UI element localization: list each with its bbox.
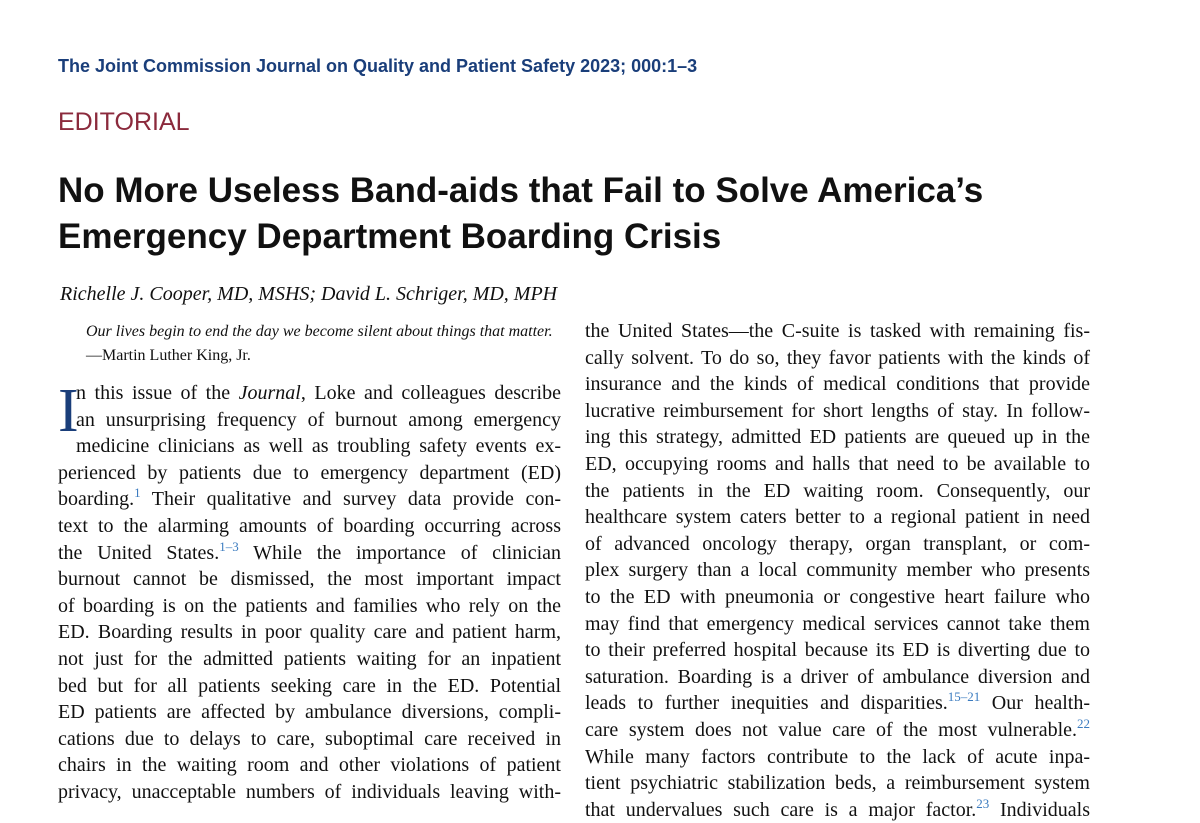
section-label: EDITORIAL bbox=[58, 108, 190, 136]
body-line: the United States—the C-suite is tasked with remaining fis- bbox=[585, 320, 1090, 342]
body-line: that undervalues such care is a major factor.$^{23}$ Individuals bbox=[585, 795, 1090, 821]
body-line: burnout cannot be dismissed, the most important impact bbox=[58, 568, 561, 591]
body-line: ED, occupying rooms and halls that need to be available to bbox=[585, 452, 1090, 475]
epigraph bbox=[86, 320, 566, 368]
journal-header: The Joint Commission Journal on Quality and Patient Safety 2023; 000:1–3 bbox=[58, 56, 698, 76]
citation-link[interactable]: 1–3 bbox=[219, 538, 239, 554]
body-line: the United States.$^{1-3}$ While the importance of clinician bbox=[58, 538, 562, 564]
right-column bbox=[585, 318, 1090, 823]
body-line: cally solvent. To do so, they favor patients with the kinds of bbox=[585, 346, 1090, 369]
author-list: Richelle J. Cooper, MD, MSHS; David L. Schriger, MD, MPH bbox=[60, 283, 558, 305]
citation-link[interactable]: 15–21 bbox=[947, 689, 981, 705]
drop-cap: I bbox=[58, 377, 79, 445]
body-line: perienced by patients due to emergency department (ED) bbox=[58, 461, 561, 484]
body-line: tient psychiatric stabilization beds, a reimbursement system bbox=[585, 772, 1090, 795]
body-line: not just for the admitted patients waiting for an inpatient bbox=[58, 647, 561, 670]
body-line: ing this strategy, admitted ED patients are queued up in the bbox=[585, 426, 1090, 449]
body-line: boarding.$^1$ Their qualitative and survey data provide con- bbox=[58, 485, 561, 511]
body-line: care system does not value care of the most vulnerable.$^{22}$ bbox=[585, 715, 1090, 741]
body-line: of boarding is on the patients and families who rely on the bbox=[58, 594, 561, 617]
body-line: the patients in the ED waiting room. Consequently, our bbox=[585, 479, 1090, 502]
body-line: chairs in the waiting room and other violations of patient bbox=[58, 754, 561, 777]
body-line: privacy, unacceptable numbers of individuals leaving with- bbox=[58, 780, 561, 803]
body-line: insurance and the kinds of medical conditions that provide bbox=[585, 373, 1090, 396]
citation-link[interactable]: 22 bbox=[1077, 715, 1090, 731]
body-line: to the ED with pneumonia or congestive heart failure who bbox=[585, 585, 1090, 608]
body-line: n this issue of the Journal, Loke and colleagues describe bbox=[76, 382, 561, 404]
body-line: may find that emergency medical services cannot take them bbox=[585, 612, 1090, 635]
citation-link[interactable]: 23 bbox=[976, 795, 990, 811]
body-line: medicine clinicians as well as troubling safety events ex- bbox=[76, 435, 561, 458]
body-line: healthcare system caters better to a regional patient in need bbox=[585, 506, 1090, 529]
body-line: ED. Boarding results in poor quality care and patient harm, bbox=[58, 621, 561, 644]
body-line: text to the alarming amounts of boarding occurring across bbox=[58, 514, 561, 537]
left-column bbox=[58, 377, 562, 806]
body-line: While many factors contribute to the lack of acute inpa- bbox=[585, 745, 1090, 768]
body-line: bed but for all patients seeking care in the ED. Potential bbox=[58, 674, 561, 697]
body-line: cations due to delays to care, suboptimal care received in bbox=[58, 727, 561, 750]
body-line: to their preferred hospital because its ED is diverting due to bbox=[585, 639, 1090, 662]
body-line: ED patients are affected by ambulance diversions, compli- bbox=[58, 701, 561, 724]
body-line: of advanced oncology therapy, organ transplant, or com- bbox=[585, 532, 1090, 555]
body-line: plex surgery than a local community member who presents bbox=[585, 559, 1090, 582]
body-line: an unsurprising frequency of burnout among emergency bbox=[76, 408, 561, 431]
body-line: lucrative reimbursement for short lengths of stay. In follow- bbox=[585, 399, 1090, 422]
body-line: leads to further inequities and disparities.$^{15-21}$ Our health- bbox=[585, 689, 1090, 715]
epigraph-attribution: —Martin Luther King, Jr. bbox=[86, 347, 251, 364]
article-title: No More Useless Band-aids that Fail to Solve America’s Emergency Department Boarding Crisis bbox=[58, 171, 984, 256]
epigraph-quote: Our lives begin to end the day we become silent about things that matter. bbox=[86, 323, 553, 340]
body-line: saturation. Boarding is a driver of ambulance diversion and bbox=[585, 665, 1090, 688]
citation-link[interactable]: 1 bbox=[134, 485, 141, 501]
journal-reference: Journal bbox=[238, 382, 301, 404]
